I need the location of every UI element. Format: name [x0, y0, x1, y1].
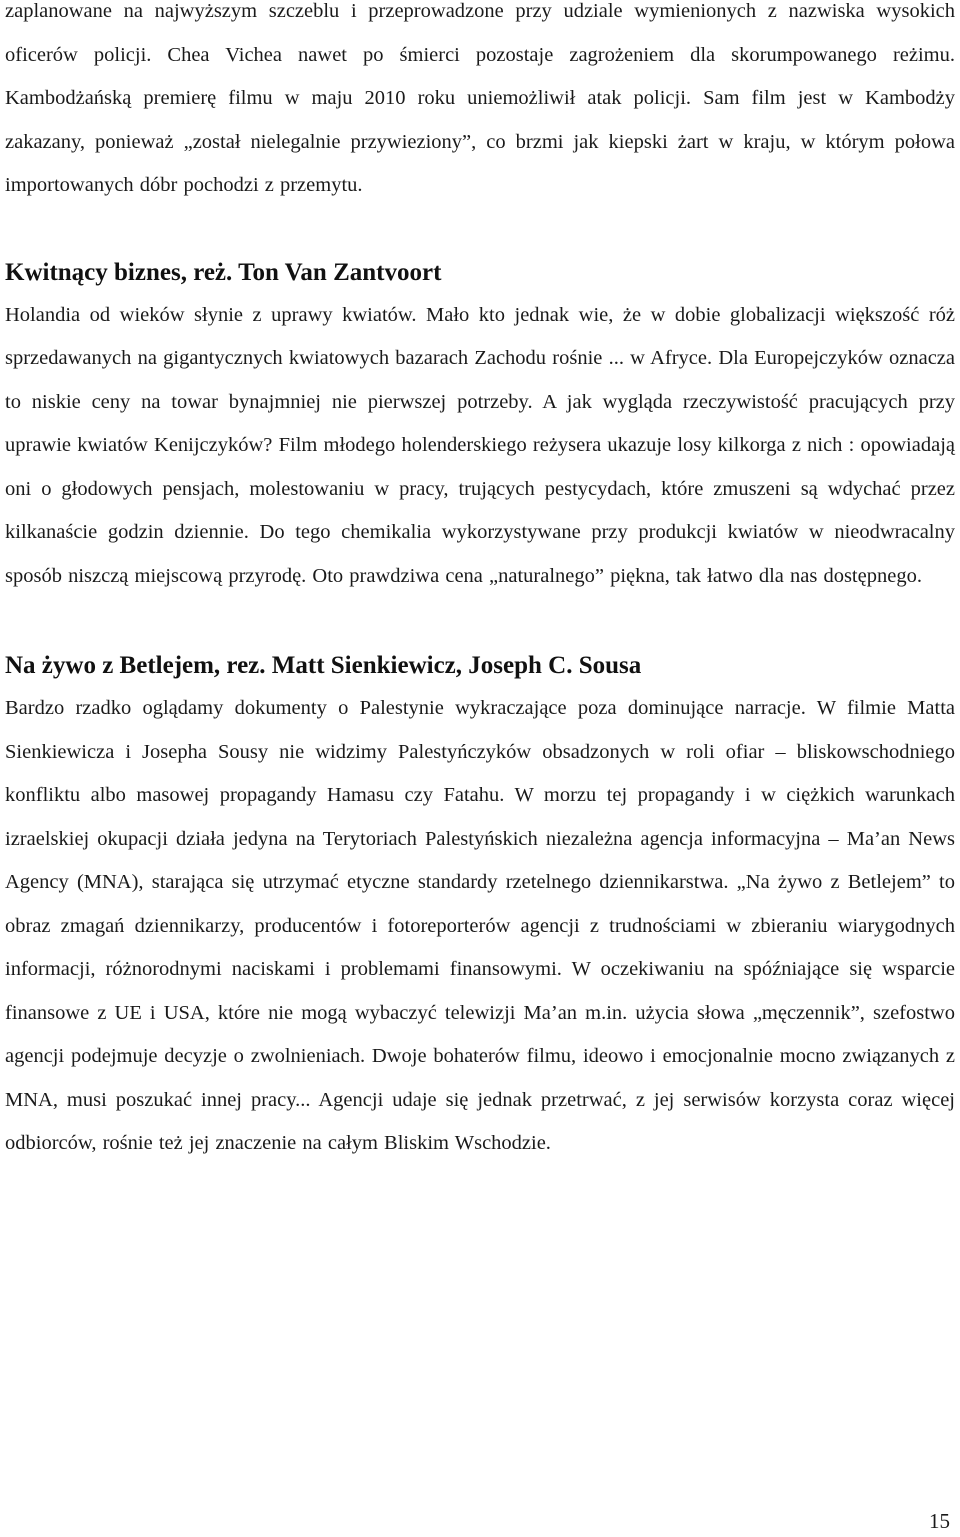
page-number: 15 [929, 1509, 950, 1533]
paragraph-na-zywo-z-betlejem: Bardzo rzadko oglądamy dokumenty o Palestynie wykraczające poza dominujące narracje. W filmie Matta Sienkiewicza i Josepha Sousy nie widzimy Palestyńczyków obsadzonych w roli ofiar – bliskowschodniego konfliktu albo masowej propagandy Hamasu czy Fatahu. W morzu tej propagandy i w ciężkich warunkach izraelskiej okupacji działa jedyna na Terytoriach Palestyńskich niezależna agencja informacyjna – Ma’an News Agency (MNA), starająca się utrzymać etyczne standardy rzetelnego dziennikarstwa. „Na żywo z Betlejem” to obraz zmagań dziennikarzy, producentów i fotoreporterów agencji z trudnościami w zbieraniu wiarygodnych informacji, różnorodnymi naciskami i problemami finansowymi. W oczekiwaniu na spóźniające się wsparcie finansowe z UE i USA, które nie mogą wybaczyć telewizji Ma’an m.in. użycia słowa „męczennik”, szefostwo agencji podejmuje decyzje o zwolnieniach. Dwoje bohaterów filmu, ideowo i emocjonalnie mocno związanych z MNA, musi poszukać innej pracy... Agencji udaje się jednak przetrwać, z jej serwisów korzysta coraz więcej odbiorców, rośnie też jej znaczenie na całym Bliskim Wschodzie. [5, 697, 955, 1154]
section-heading-na-zywo-z-betlejem: Na żywo z Betlejem, rez. Matt Sienkiewicz, Joseph C. Sousa [5, 652, 642, 679]
document-page [5, 0, 955, 1166]
section-heading-kwitnacy-biznes: Kwitnący biznes, reż. Ton Van Zantvoort [5, 258, 442, 286]
paragraph-kwitnacy-biznes: Holandia od wieków słynie z uprawy kwiatów. Mało kto jednak wie, że w dobie globalizacji większość róż sprzedawanych na gigantycznych kwiatowych bazarach Zachodu rośnie ... w Afryce. Dla Europejczyków oznacza to niskie ceny na towar bynajmniej nie pierwszej potrzeby. A jak wygląda rzeczywistość pracujących przy uprawie kwiatów Kenijczyków? Film młodego holenderskiego reżysera ukazuje losy kilkorga z nich : opowiadają oni o głodowych pensjach, molestowaniu w pracy, trujących pestycydach, które zmuszeni są wdychać przez kilkanaście godzin dziennie. Do tego chemikalia wykorzystywane przy produkcji kwiatów w nieodwracalny sposób niszczą miejscową przyrodę. Oto prawdziwa cena „naturalnego” piękna, tak łatwo dla nas dostępnego. [5, 303, 955, 587]
paragraph-chea-vichea: zaplanowane na najwyższym szczeblu i przeprowadzone przy udziale wymienionych z nazwiska wysokich oficerów policji. Chea Vichea nawet po śmierci pozostaje zagrożeniem dla skorumpowanego reżimu. Kambodżańską premierę filmu w maju 2010 roku uniemożliwił atak policji. Sam film jest w Kambodży zakazany, ponieważ „został nielegalnie przywieziony”, co brzmi jak kiepski żart w kraju, w którym połowa importowanych dóbr pochodzi z przemytu. [5, 0, 955, 196]
